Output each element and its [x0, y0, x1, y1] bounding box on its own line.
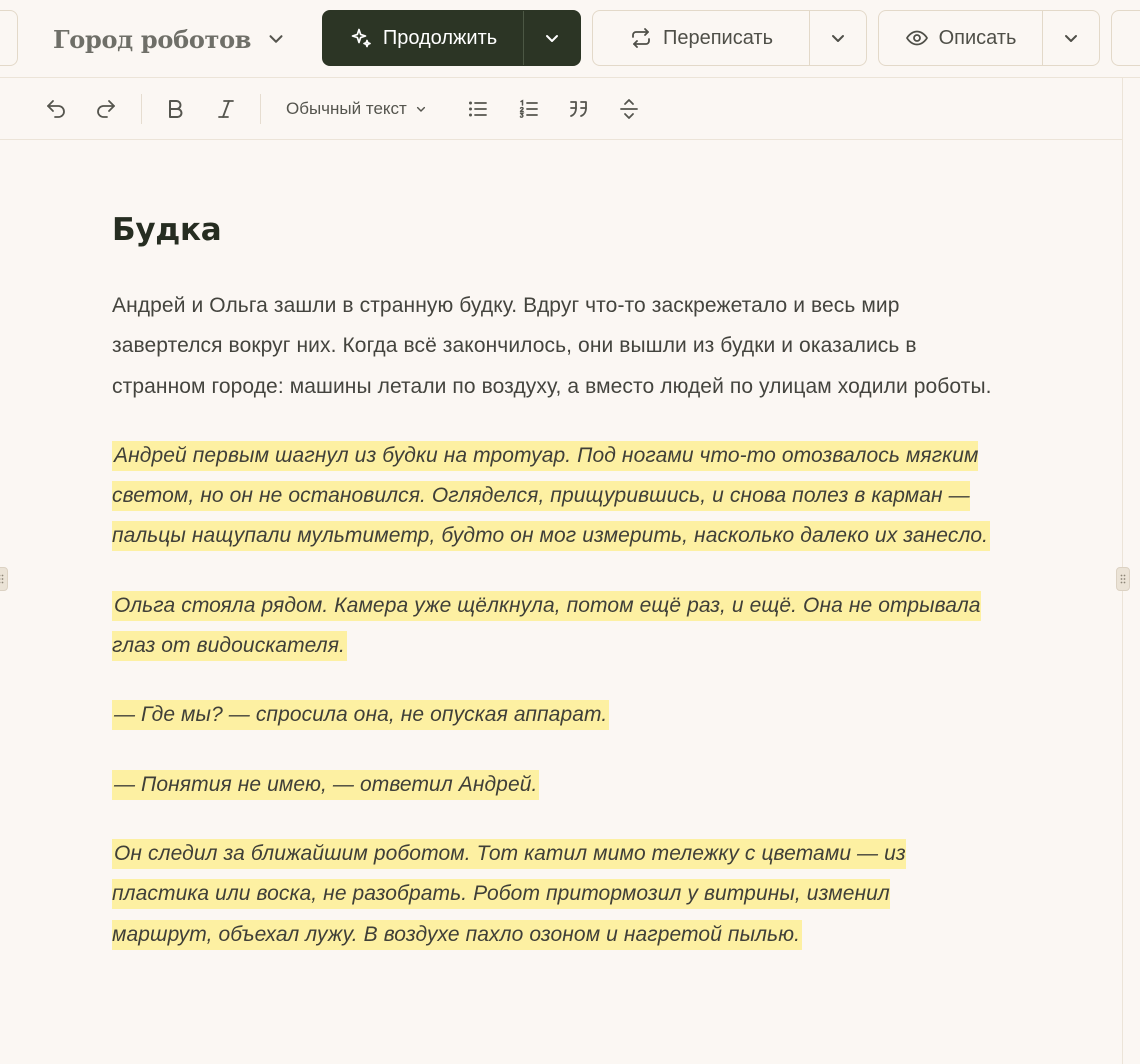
chevron-down-icon	[540, 26, 564, 50]
highlighted-text: — Где мы? — спросила она, не опуская аппарат.	[112, 700, 609, 730]
highlighted-text: Он следил за ближайшим роботом. Тот катил мимо тележку с цветами — из пластика или воска, не разобрать. Робот притормозил у витрины, изменил маршрут, объехал лужу. В воздухе пахло озоном и нагретой пылью.	[112, 839, 906, 950]
continue-label: Продолжить	[382, 26, 498, 49]
back-button[interactable]	[0, 10, 18, 66]
italic-icon	[214, 97, 238, 121]
drag-grip-icon	[0, 574, 4, 584]
bold-button[interactable]	[161, 95, 189, 123]
highlighted-paragraph[interactable]	[112, 695, 992, 735]
continue-split-button	[322, 10, 581, 66]
section-break-icon	[617, 97, 641, 121]
highlighted-paragraph[interactable]	[112, 834, 992, 955]
drag-grip-icon	[1120, 574, 1126, 584]
continue-button[interactable]	[323, 11, 523, 65]
continue-options-button[interactable]	[523, 11, 580, 65]
quote-button[interactable]	[565, 95, 593, 123]
bullet-list-icon	[466, 97, 490, 121]
story-paragraph[interactable]: Андрей и Ольга зашли в странную будку. Вдруг что-то заскрежетало и весь мир завертелся вокруг них. Когда всё закончилось, они вышли из будки и оказались в странном городе: машины летали по воздуху, а вместо людей по улицам ходили роботы.	[112, 294, 992, 398]
highlighted-paragraph[interactable]	[112, 586, 992, 667]
undo-icon	[44, 97, 68, 121]
sparkle-icon	[349, 26, 373, 50]
chevron-down-icon	[826, 26, 850, 50]
numbered-list-button[interactable]	[515, 95, 543, 123]
top-action-bar	[0, 0, 1140, 78]
describe-split-button	[878, 10, 1100, 66]
toolbar-divider	[141, 94, 142, 124]
chevron-down-icon	[265, 28, 287, 50]
text-style-label: Обычный текст	[286, 99, 407, 118]
project-title: Город роботов	[53, 24, 252, 54]
highlighted-paragraph[interactable]	[112, 436, 992, 557]
highlighted-paragraph[interactable]	[112, 765, 992, 805]
text-style-select[interactable]	[286, 95, 429, 123]
document-editor[interactable]	[112, 208, 992, 955]
toolbar-divider	[260, 94, 261, 124]
highlighted-text: Ольга стояла рядом. Камера уже щёлкнула, потом ещё раз, и ещё. Она не отрывала глаз от видоискателя.	[112, 591, 981, 661]
resize-handle-right[interactable]	[1116, 567, 1130, 591]
undo-button[interactable]	[42, 95, 70, 123]
describe-label: Описать	[938, 26, 1017, 49]
arrows-exchange-icon	[629, 26, 653, 50]
section-break-button[interactable]	[615, 95, 643, 123]
resize-handle-left[interactable]	[0, 567, 8, 591]
rewrite-split-button	[592, 10, 867, 66]
more-actions-button[interactable]	[1111, 10, 1140, 66]
italic-button[interactable]	[212, 95, 240, 123]
chevron-down-icon	[413, 101, 429, 117]
rewrite-options-button[interactable]	[809, 11, 866, 65]
eye-icon	[905, 26, 929, 50]
bold-icon	[163, 97, 187, 121]
quote-icon	[567, 97, 591, 121]
chevron-down-icon	[1059, 26, 1083, 50]
redo-icon	[94, 97, 118, 121]
project-switcher[interactable]	[53, 20, 287, 58]
format-toolbar	[0, 78, 1122, 140]
bullet-list-button[interactable]	[464, 95, 492, 123]
numbered-list-icon	[517, 97, 541, 121]
highlighted-text: — Понятия не имею, — ответил Андрей.	[112, 770, 539, 800]
highlighted-text: Андрей первым шагнул из будки на тротуар. Под ногами что-то отозвалось мягким светом, но он не остановился. Огляделся, прищурившись, и снова полез в карман — пальцы нащупали мультиметр, будто он мог измерить, насколько далеко их занесло.	[112, 441, 990, 552]
describe-button[interactable]	[879, 11, 1042, 65]
describe-options-button[interactable]	[1042, 11, 1099, 65]
document-title[interactable]: Будка	[112, 212, 222, 248]
redo-button[interactable]	[92, 95, 120, 123]
rewrite-button[interactable]	[593, 11, 809, 65]
rewrite-label: Переписать	[662, 26, 773, 49]
